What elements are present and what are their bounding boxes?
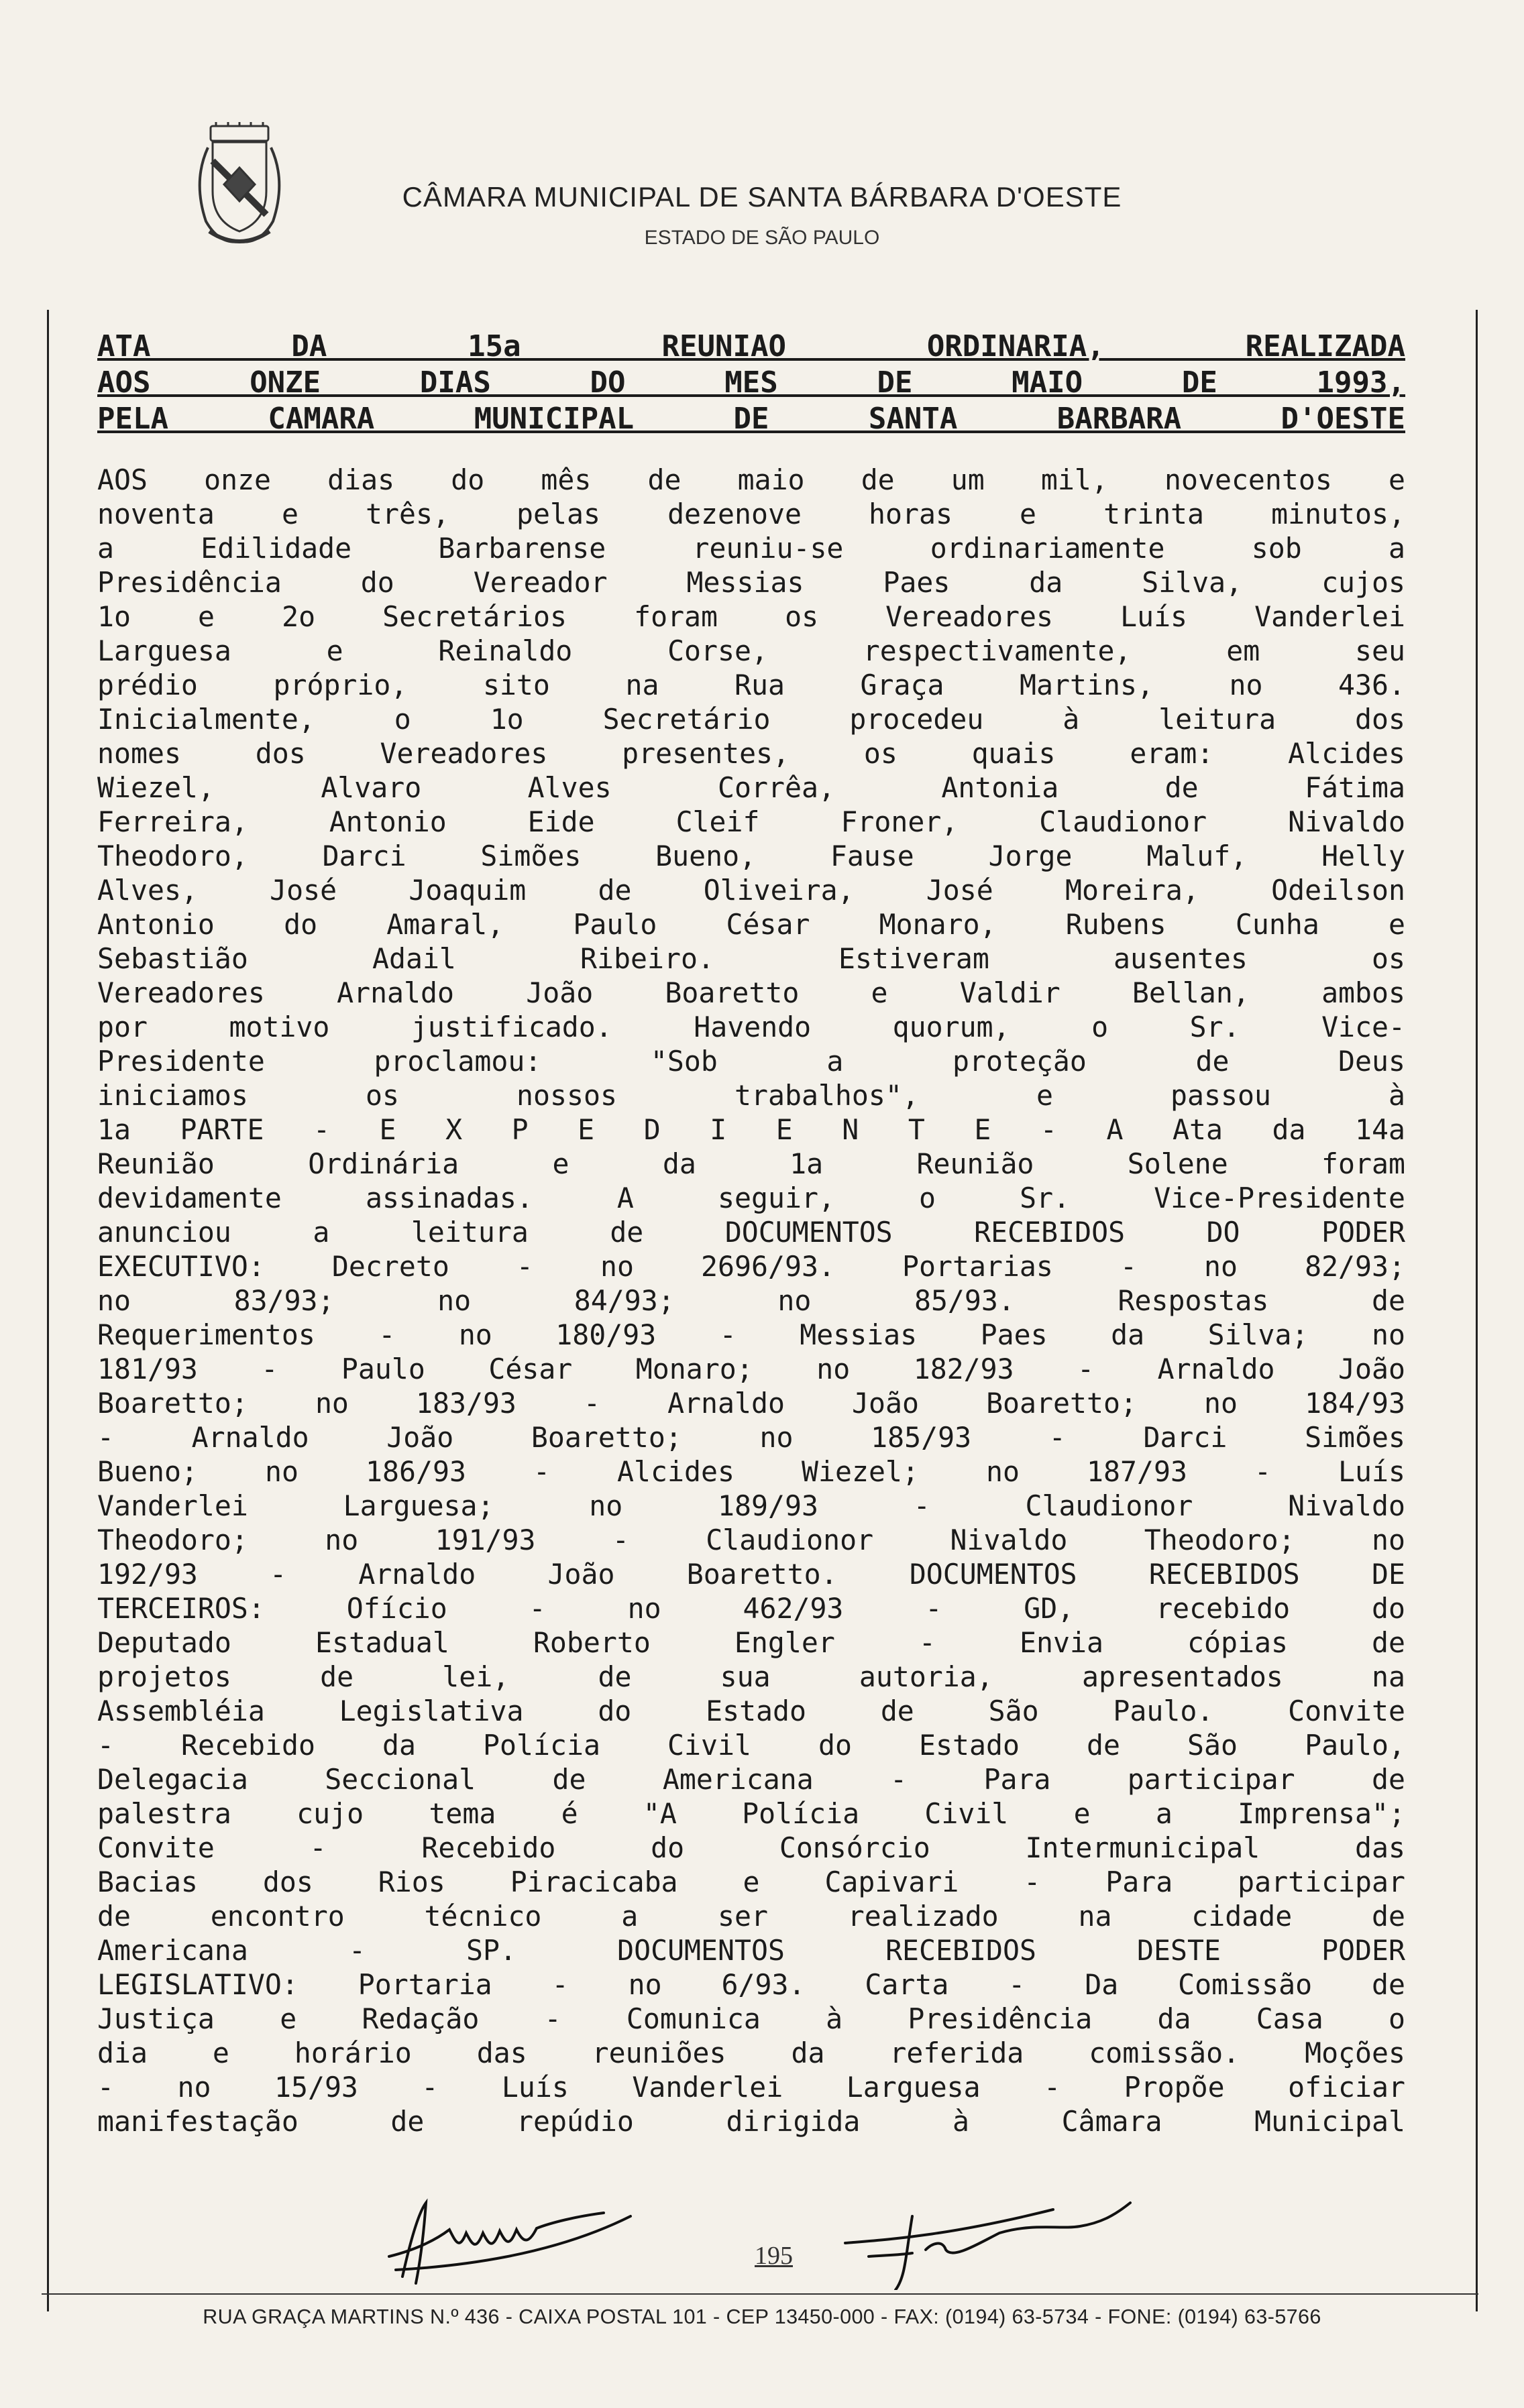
- text-line: dia e horário das reuniões da referida comissão. Moções: [97, 2037, 1405, 2069]
- text-line: nomes dos Vereadores presentes, os quais eram: Alcides: [97, 737, 1405, 770]
- text-line: anunciou a leitura de DOCUMENTOS RECEBIDOS DO PODER: [97, 1216, 1405, 1249]
- text-line: Assembléia Legislativa do Estado de São Paulo. Convite: [97, 1695, 1405, 1727]
- text-line: devidamente assinadas. A seguir, o Sr. Vice-Presidente: [97, 1182, 1405, 1214]
- text-line: Alves, José Joaquim de Oliveira, José Moreira, Odeilson: [97, 874, 1405, 907]
- text-line: Larguesa e Reinaldo Corse, respectivamente, em seu: [97, 634, 1405, 667]
- text-line: Sebastião Adail Ribeiro. Estiveram ausentes os: [97, 942, 1405, 975]
- text-line: noventa e três, pelas dezenove horas e trinta minutos,: [97, 498, 1405, 530]
- text-line: 1o e 2o Secretários foram os Vereadores Luís Vanderlei: [97, 600, 1405, 633]
- handwritten-signatures: [376, 2176, 1181, 2290]
- text-line: - Recebido da Polícia Civil do Estado de São Paulo,: [97, 1729, 1405, 1762]
- text-line: 1a PARTE - E X P E D I E N T E - A Ata da 14a: [97, 1113, 1405, 1146]
- footer-divider: [42, 2293, 1478, 2295]
- text-line: Bacias dos Rios Piracicaba e Capivari - Para participar: [97, 1866, 1405, 1898]
- minutes-text: [97, 463, 1405, 2138]
- text-line: Convite - Recebido do Consórcio Intermunicipal das: [97, 1831, 1405, 1864]
- text-line: Americana - SP. DOCUMENTOS RECEBIDOS DESTE PODER: [97, 1934, 1405, 1967]
- text-line: palestra cujo tema é "A Polícia Civil e a Imprensa";: [97, 1797, 1405, 1830]
- text-line: Inicialmente, o 1o Secretário procedeu à leitura dos: [97, 703, 1405, 736]
- text-line: Presidência do Vereador Messias Paes da Silva, cujos: [97, 566, 1405, 599]
- text-line: Antonio do Amaral, Paulo César Monaro, Rubens Cunha e: [97, 908, 1405, 941]
- text-line: por motivo justificado. Havendo quorum, o Sr. Vice-: [97, 1011, 1405, 1043]
- text-line: Theodoro, Darci Simões Bueno, Fause Jorge Maluf, Helly: [97, 840, 1405, 872]
- text-line: Deputado Estadual Roberto Engler - Envia cópias de: [97, 1626, 1405, 1659]
- text-line: 192/93 - Arnaldo João Boaretto. DOCUMENTOS RECEBIDOS DE: [97, 1558, 1405, 1591]
- text-line: no 83/93; no 84/93; no 85/93. Respostas de: [97, 1284, 1405, 1317]
- text-line: Boaretto; no 183/93 - Arnaldo João Boaretto; no 184/93: [97, 1387, 1405, 1420]
- left-border-line: [47, 310, 49, 2311]
- text-line: projetos de lei, de sua autoria, apresentados na: [97, 1660, 1405, 1693]
- text-line: - no 15/93 - Luís Vanderlei Larguesa - Propõe oficiar: [97, 2071, 1405, 2104]
- text-line: Wiezel, Alvaro Alves Corrêa, Antonia de Fátima: [97, 771, 1405, 804]
- text-line: Reunião Ordinária e da 1a Reunião Solene foram: [97, 1147, 1405, 1180]
- title-line-2: AOS ONZE DIAS DO MES DE MAIO DE 1993,: [97, 365, 1405, 400]
- text-line: iniciamos os nossos trabalhos", e passou à: [97, 1079, 1405, 1112]
- text-line: a Edilidade Barbarense reuniu-se ordinariamente sob a: [97, 532, 1405, 565]
- text-line: 181/93 - Paulo César Monaro; no 182/93 - Arnaldo João: [97, 1353, 1405, 1385]
- text-line: Presidente proclamou: "Sob a proteção de Deus: [97, 1045, 1405, 1078]
- text-line: LEGISLATIVO: Portaria - no 6/93. Carta - Da Comissão de: [97, 1968, 1405, 2001]
- text-line: prédio próprio, sito na Rua Graça Martins, no 436.: [97, 669, 1405, 701]
- text-line: Vereadores Arnaldo João Boaretto e Valdir Bellan, ambos: [97, 976, 1405, 1009]
- footer-address: RUA GRAÇA MARTINS N.º 436 - CAIXA POSTAL 101 - CEP 13450-000 - FAX: (0194) 63-5734 - FONE: (0194) 63-5766: [203, 2305, 1321, 2328]
- text-line: de encontro técnico a ser realizado na cidade de: [97, 1900, 1405, 1933]
- text-line: AOS onze dias do mês de maio de um mil, novecentos e: [97, 463, 1405, 496]
- title-line-3: PELA CAMARA MUNICIPAL DE SANTA BARBARA D'OESTE: [97, 402, 1405, 436]
- text-line: Delegacia Seccional de Americana - Para participar de: [97, 1763, 1405, 1796]
- title-line-1: ATA DA 15a REUNIAO ORDINARIA, REALIZADA: [97, 329, 1405, 363]
- institution-name: CÂMARA MUNICIPAL DE SANTA BÁRBARA D'OESTE: [402, 181, 1122, 213]
- text-line: Vanderlei Larguesa; no 189/93 - Claudionor Nivaldo: [97, 1489, 1405, 1522]
- minutes-body: [97, 329, 1405, 2138]
- right-border-line: [1476, 310, 1478, 2311]
- text-line: Requerimentos - no 180/93 - Messias Paes da Silva; no: [97, 1318, 1405, 1351]
- text-line: EXECUTIVO: Decreto - no 2696/93. Portarias - no 82/93;: [97, 1250, 1405, 1283]
- state-name: ESTADO DE SÃO PAULO: [644, 227, 880, 249]
- text-line: TERCEIROS: Ofício - no 462/93 - GD, recebido do: [97, 1592, 1405, 1625]
- text-line: manifestação de repúdio dirigida à Câmara Municipal: [97, 2105, 1405, 2138]
- page-number: 195: [755, 2242, 793, 2270]
- text-line: Theodoro; no 191/93 - Claudionor Nivaldo Theodoro; no: [97, 1524, 1405, 1556]
- text-line: - Arnaldo João Boaretto; no 185/93 - Darci Simões: [97, 1421, 1405, 1454]
- text-line: Bueno; no 186/93 - Alcides Wiezel; no 187/93 - Luís: [97, 1455, 1405, 1488]
- text-line: Justiça e Redação - Comunica à Presidência da Casa o: [97, 2002, 1405, 2035]
- text-line: Ferreira, Antonio Eide Cleif Froner, Claudionor Nivaldo: [97, 805, 1405, 838]
